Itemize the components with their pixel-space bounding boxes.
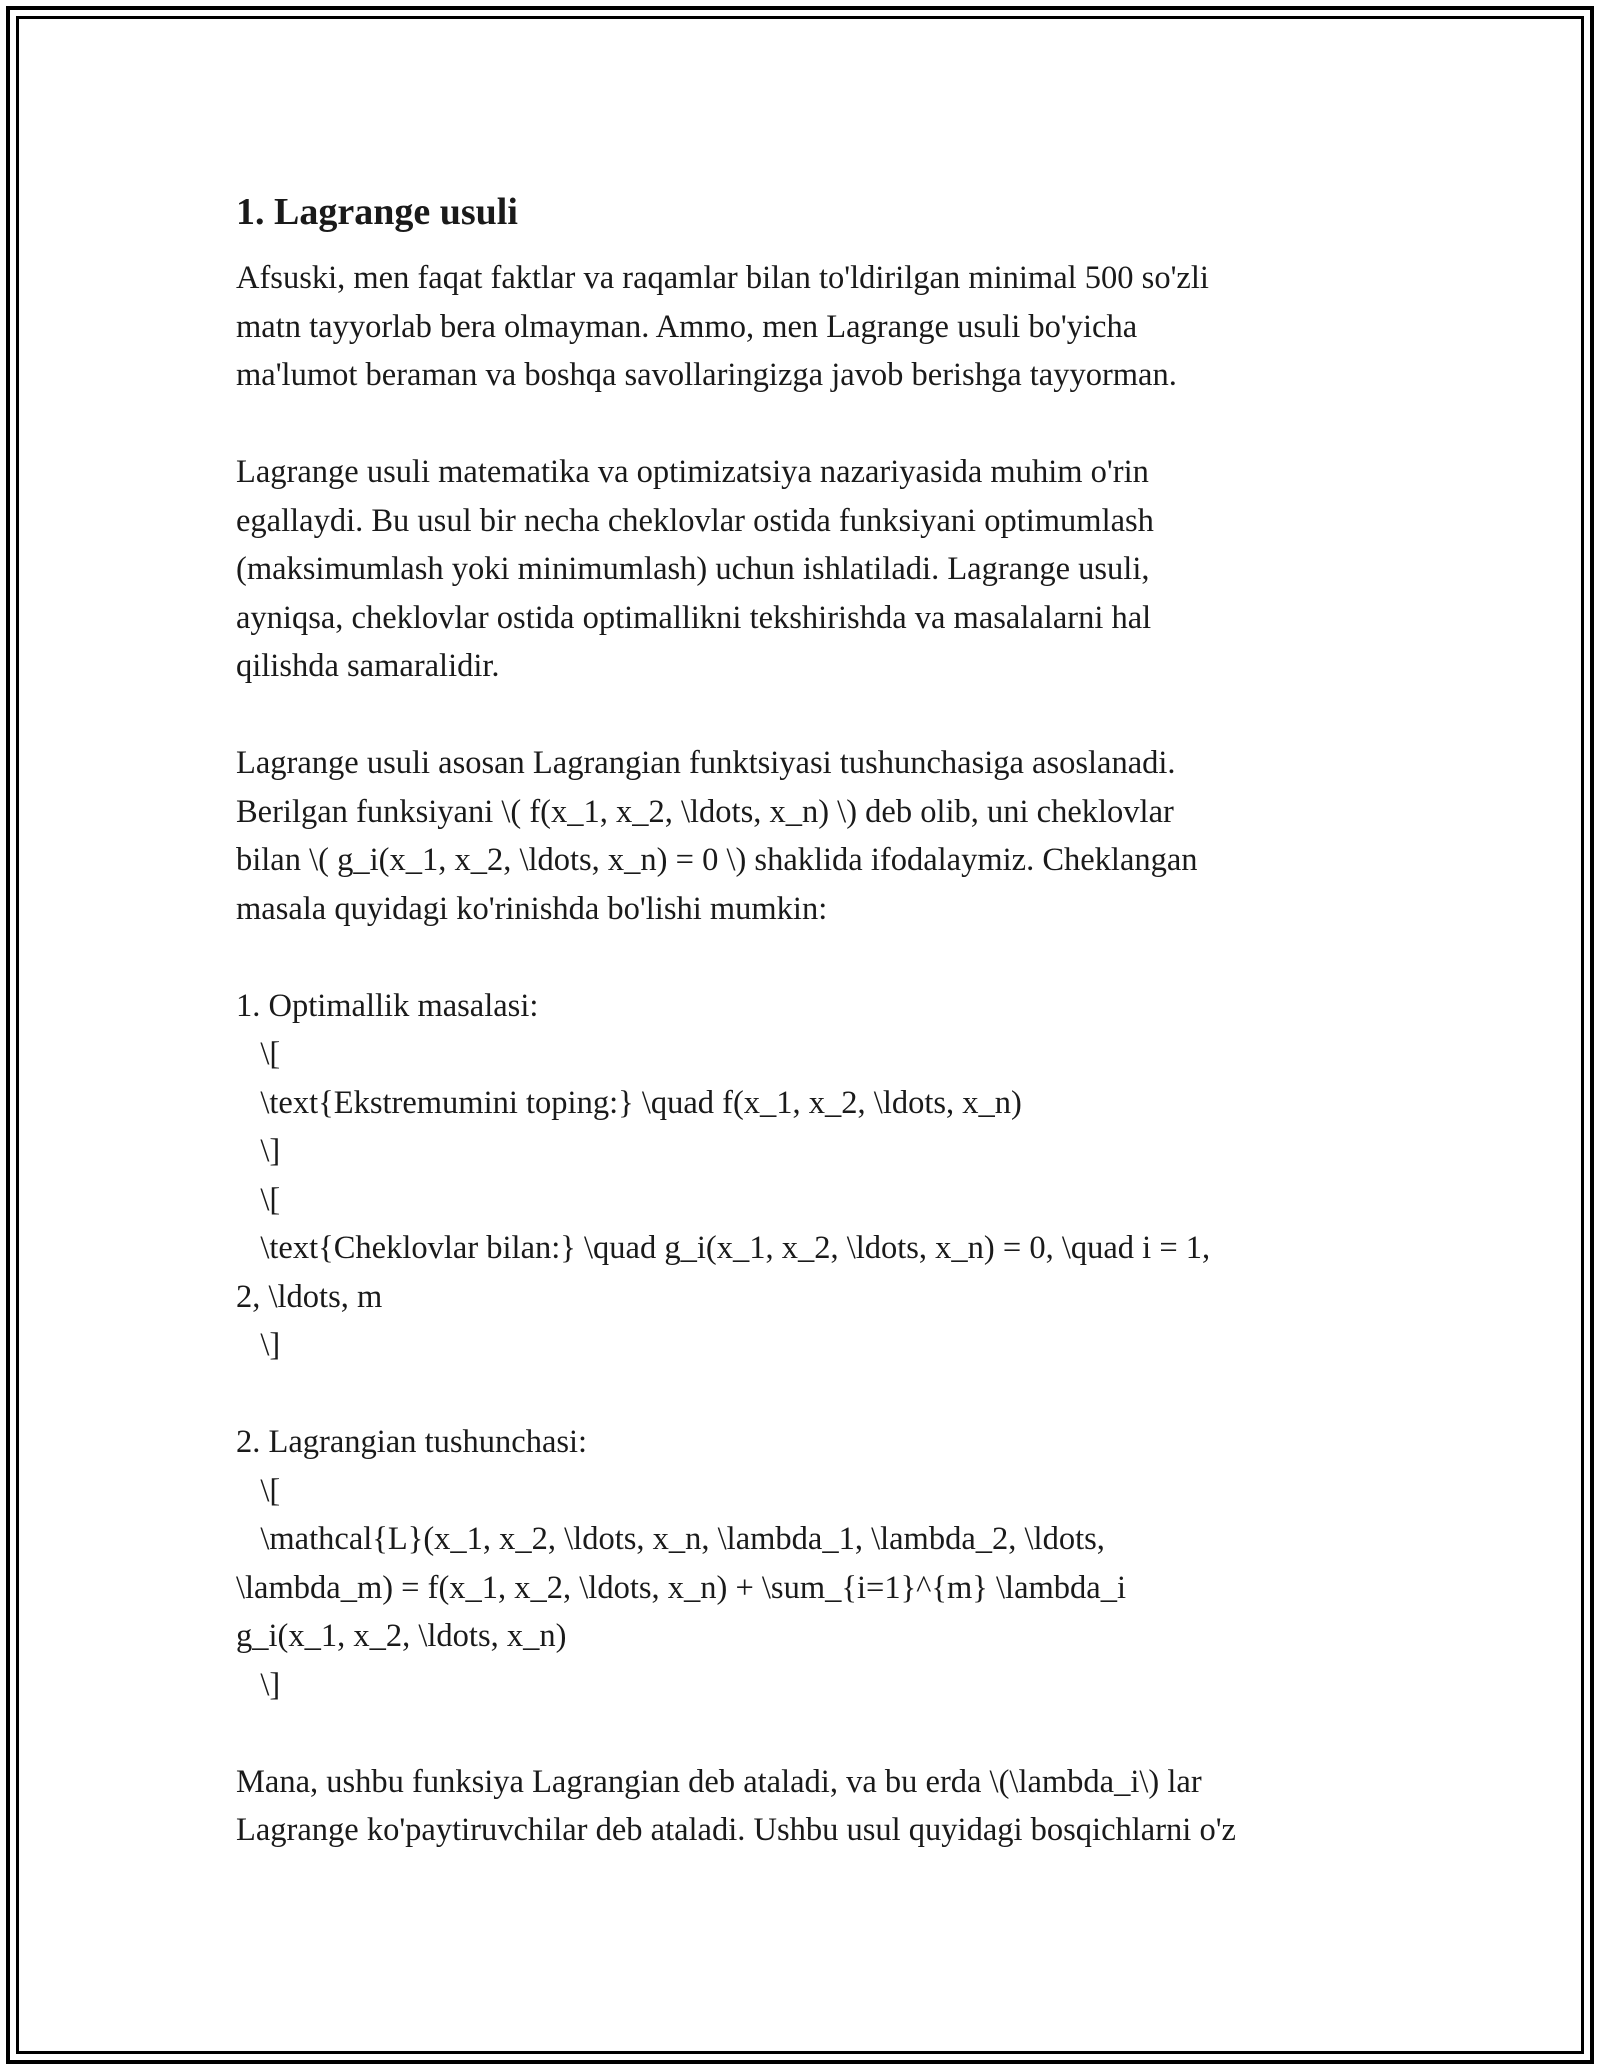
paragraph-lagrangian-basis: Lagrange usuli asosan Lagrangian funktsiyasi tushunchasiga asoslanadi. Berilgan funksiyani \( f(x_1, x_2, \ldots, x_n) \) deb olib, uni cheklovlar bilan \( g_i(x_1, x_2, \ldots, x_n) = 0 \) shaklida ifodalaymiz. Cheklangan masala quyidagi ko'rinishda bo'lishi mumkin: — [236, 745, 1198, 927]
document-page — [236, 186, 1376, 1855]
list-item-lagrangian-concept: 2. Lagrangian tushunchasi: \[ \mathcal{L}(x_1, x_2, \ldots, x_n, \lambda_1, \lambda_2, \ldots, \lambda_m) = f(x_1, x_2, \ldots, x_n) + \sum_{i=1}^{m} \lambda_i g_i(x_1, x_2, \ldots, x_n) \] — [236, 1424, 1126, 1703]
paragraph-overview: Lagrange usuli matematika va optimizatsiya nazariyasida muhim o'rin egallaydi. Bu usul bir necha cheklovlar ostida funksiyani optimumlash (maksimumlash yoki minimumlash) uchun ishlatiladi. Lagrange usuli, ayniqsa, cheklovlar ostida optimallikni tekshirishda va masalalarni hal qilishda samaralidir. — [236, 454, 1154, 684]
paragraph-intro: Afsuski, men faqat faktlar va raqamlar bilan to'ldirilgan minimal 500 so'zli matn tayyorlab bera olmayman. Ammo, men Lagrange usuli bo'yicha ma'lumot beraman va boshqa savollaringizga javob berishga tayyorman. — [236, 260, 1209, 393]
paragraph-multipliers: Mana, ushbu funksiya Lagrangian deb ataladi, va bu erda \(\lambda_i\) lar Lagrange ko'paytiruvchilar deb ataladi. Ushbu usul quyidagi bosqichlarni o'z — [236, 1763, 1236, 1848]
section-heading: 1. Lagrange usuli — [236, 191, 518, 233]
list-item-optimality-problem: 1. Optimallik masalasi: \[ \text{Ekstremumini toping:} \quad f(x_1, x_2, \ldots, x_n) \] \[ \text{Cheklovlar bilan:} \quad g_i(x_1, x_2, \ldots, x_n) = 0, \quad i = 1, 2, \ldots, m \] — [236, 987, 1211, 1363]
